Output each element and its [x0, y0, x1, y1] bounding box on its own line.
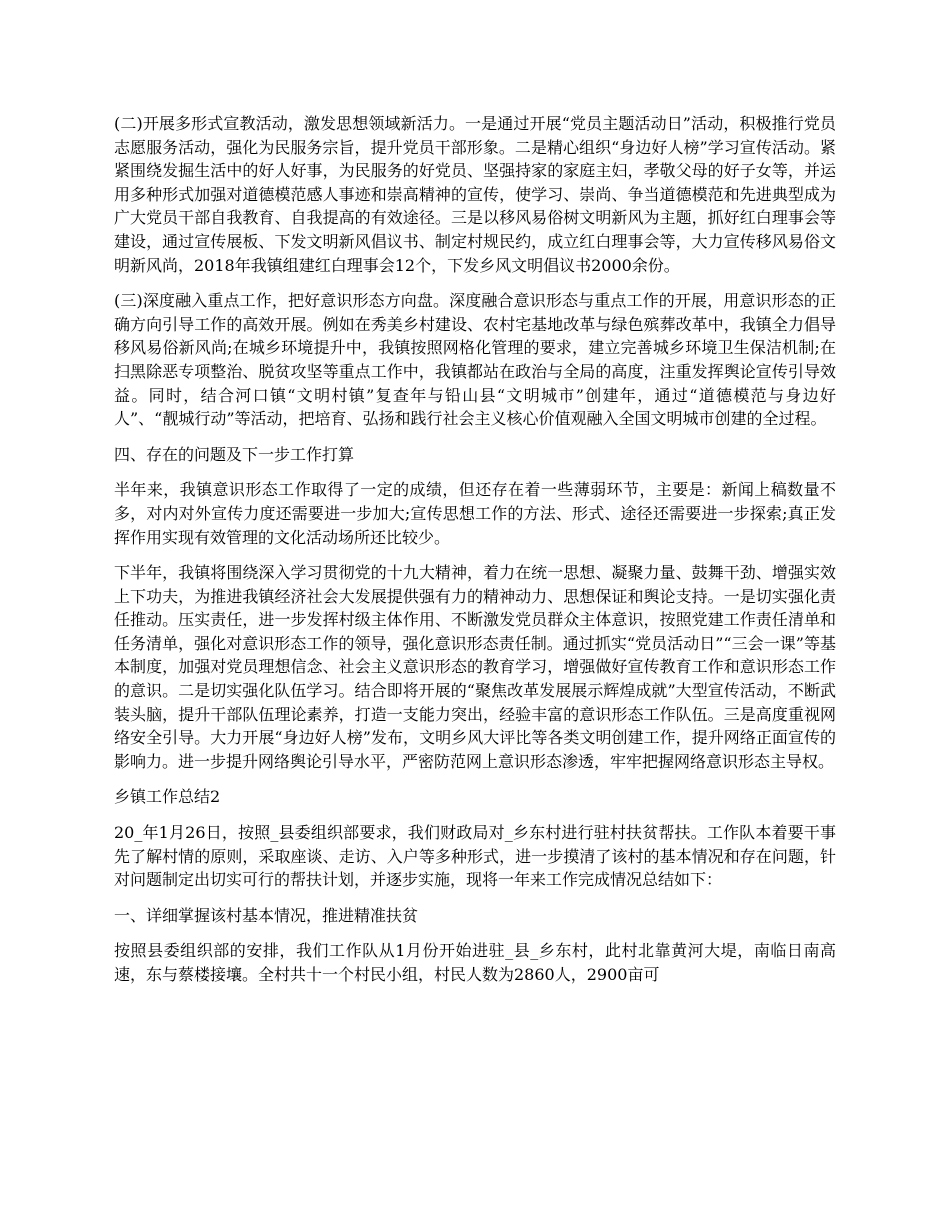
paragraph-poverty-assistance-intro: 20_年1月26日，按照_县委组织部要求，我们财政局对_乡东村进行驻村扶贫帮扶。工作队本着要干事先了解村情的原则，采取座谈、走访、入户等多种形式，进一步摸清了该村的基本情况和存在问题，针对问题制定出切实可行的帮扶计划，并逐步实施，现将一年来工作完成情况总结如下： [114, 823, 836, 890]
section-heading-problems-and-plans: 四、存在的问题及下一步工作打算 [114, 444, 355, 464]
paragraph-existing-problems: 半年来，我镇意识形态工作取得了一定的成绩，但还存在着一些薄弱环节，主要是：新闻上稿数量不多，对内对外宣传力度还需要进一步加大;宣传思想工作的方法、形式、途径还需要进一步探索;真正发挥作用实现有效管理的文化活动场所还比较少。 [114, 480, 836, 547]
section-heading-summary-2: 乡镇工作总结2 [114, 787, 221, 807]
section-heading-village-situation: 一、详细掌握该村基本情况，推进精准扶贫 [114, 905, 419, 925]
paragraph-village-overview: 按照县委组织部的安排，我们工作队从1月份开始进驻_县_乡东村，此村北靠黄河大堤，南临日南高速，东与蔡楼接壤。全村共十一个村民小组，村民人数为2860人，2900亩可 [114, 941, 836, 984]
paragraph-second-half-plan: 下半年，我镇将围绕深入学习贯彻党的十九大精神，着力在统一思想、凝聚力量、鼓舞干劲、增强实效上下功夫，为推进我镇经济社会大发展提供强有力的精神动力、思想保证和舆论支持。一是切实强化责任推动。压实责任，进一步发挥村级主体作用、不断激发党员群众主体意识，按照党建工作责任清单和任务清单，强化对意识形态工作的领导，强化意识形态责任制。通过抓实“党员活动日”“三会一课”等基本制度，加强对党员理想信念、社会主义意识形态的教育学习，增强做好宣传教育工作和意识形态工作的意识。二是切实强化队伍学习。结合即将开展的“聚焦改革发展展示辉煌成就”大型宣传活动，不断武装头脑，提升干部队伍理论素养，打造一支能力突出，经验丰富的意识形态工作队伍。三是高度重视网络安全引导。大力开展“身边好人榜”发布，文明乡风大评比等各类文明创建工作，提升网络正面宣传的影响力。进一步提升网络舆论引导水平，严密防范网上意识形态渗透，牢牢把握网络意识形态主导权。 [114, 563, 836, 771]
paragraph-key-work-integration: (三)深度融入重点工作，把好意识形态方向盘。深度融合意识形态与重点工作的开展，用意识形态的正确方向引导工作的高效开展。例如在秀美乡村建设、农村宅基地改革与绿色殡葬改革中，我镇全力倡导移风易俗新风尚;在城乡环境提升中，我镇按照网格化管理的要求，建立完善城乡环境卫生保洁机制;在扫黑除恶专项整治、脱贫攻坚等重点工作中，我镇都站在政治与全局的高度，注重发挥舆论宣传引导效益。同时，结合河口镇“文明村镇”复查年与铅山县“文明城市”创建年，通过“道德模范与身边好人”、“靓城行动”等活动，把培育、弘扬和践行社会主义核心价值观融入全国文明城市创建的全过程。 [114, 291, 836, 429]
document-page [114, 112, 836, 999]
paragraph-propaganda-activities: (二)开展多形式宣教活动，激发思想领域新活力。一是通过开展“党员主题活动日”活动，积极推行党员志愿服务活动，强化为民服务宗旨，提升党员干部形象。二是精心组织“身边好人榜”学习宣传活动。紧紧围绕发掘生活中的好人好事，为民服务的好党员、坚强持家的家庭主妇，孝敬父母的好子女等，并运用多种形式加强对道德模范感人事迹和崇高精神的宣传，使学习、崇尚、争当道德模范和先进典型成为广大党员干部自我教育、自我提高的有效途径。三是以移风易俗树文明新风为主题，抓好红白理事会等建设，通过宣传展板、下发文明新风倡议书、制定村规民约，成立红白理事会等，大力宣传移风易俗文明新风尚，2018年我镇组建红白理事会12个，下发乡风文明倡议书2000余份。 [114, 114, 836, 275]
